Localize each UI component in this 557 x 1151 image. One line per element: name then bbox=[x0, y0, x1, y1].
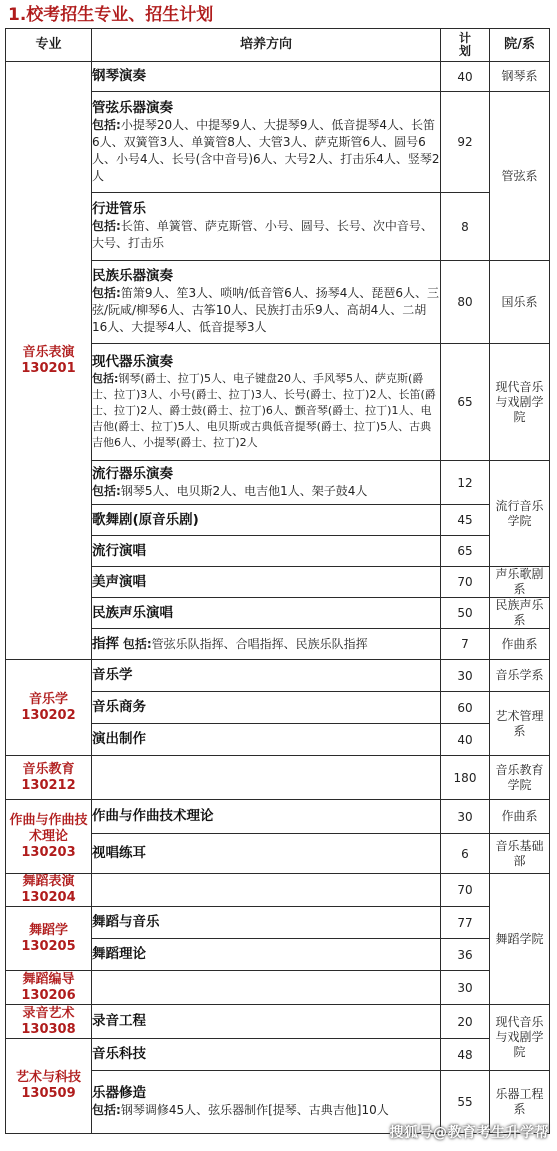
major-cell bbox=[6, 800, 92, 874]
direction-includes bbox=[123, 637, 368, 651]
direction-name: 民族乐器演奏 bbox=[92, 268, 173, 284]
plan-count: 40 bbox=[441, 724, 490, 756]
direction-cell bbox=[92, 92, 441, 193]
major-name: 舞蹈表演 bbox=[22, 874, 75, 889]
plan-count: 48 bbox=[441, 1039, 490, 1071]
direction-includes bbox=[92, 483, 440, 500]
major-cell bbox=[6, 62, 92, 660]
direction-name: 演出制作 bbox=[92, 731, 146, 747]
plan-count: 50 bbox=[441, 598, 490, 629]
major-code: 130203 bbox=[21, 844, 76, 860]
direction-name: 作曲与作曲技术理论 bbox=[92, 808, 214, 824]
direction-name: 现代器乐演奏 bbox=[92, 353, 173, 370]
includes-text: 小提琴20人、中提琴9人、大提琴9人、低音提琴4人、长笛6人、双簧管3人、单簧管8人、大管3人、萨克斯管6人、圆号6人、小号4人、长号(含中音号)6人、大号2人、打击乐4人、竖琴2人 bbox=[92, 117, 440, 183]
direction-cell bbox=[92, 756, 441, 800]
dept-cell: 艺术管理系 bbox=[490, 692, 550, 756]
includes-text: 钢琴5人、电贝斯2人、电吉他1人、架子鼓4人 bbox=[120, 483, 368, 498]
major-name: 录音艺术 bbox=[22, 1005, 75, 1021]
dept-cell: 流行音乐学院 bbox=[490, 461, 550, 567]
includes-text: 钢琴(爵士、拉丁)5人、电子键盘20人、手风琴5人、萨克斯(爵士、拉丁)3人、小号(爵士、拉丁)3人、长号(爵士、拉丁)2人、长笛(爵士、拉丁)2人、爵士鼓(爵士、拉丁)6人、颤音琴(爵士、拉丁)1人、电吉他(爵士、拉丁)5人、电贝斯或古典低音提琴(爵士、拉丁)5人、古典吉他6人、小提琴(爵士、拉丁)2人 bbox=[92, 371, 436, 449]
enrollment-plan-table bbox=[5, 28, 550, 1134]
major-cell bbox=[6, 874, 92, 907]
direction-name: 音乐学 bbox=[92, 667, 133, 683]
dept-cell: 音乐基础部 bbox=[490, 834, 550, 874]
plan-count: 30 bbox=[441, 660, 490, 692]
direction-cell bbox=[92, 629, 441, 660]
direction-name: 视唱练耳 bbox=[92, 845, 146, 861]
direction-name: 钢琴演奏 bbox=[92, 68, 146, 84]
direction-cell bbox=[92, 874, 441, 907]
direction-name: 舞蹈与音乐 bbox=[92, 914, 160, 930]
dept-cell: 声乐歌剧系 bbox=[490, 567, 550, 598]
header-plan-text: 计划 bbox=[458, 31, 471, 58]
major-code: 130205 bbox=[21, 938, 76, 954]
major-name: 音乐教育 bbox=[22, 761, 75, 777]
plan-count: 70 bbox=[441, 874, 490, 907]
header-major: 专业 bbox=[6, 29, 92, 62]
plan-count: 92 bbox=[441, 92, 490, 193]
direction-cell bbox=[92, 193, 441, 261]
header-plan bbox=[441, 29, 490, 62]
dept-cell: 舞蹈学院 bbox=[490, 874, 550, 1005]
plan-count: 40 bbox=[441, 62, 490, 92]
direction-cell bbox=[92, 971, 441, 1005]
direction-cell bbox=[92, 939, 441, 971]
major-cell bbox=[6, 971, 92, 1005]
direction-name: 舞蹈理论 bbox=[92, 946, 146, 962]
table-row bbox=[6, 660, 550, 692]
includes-label: 包括: bbox=[122, 636, 152, 651]
includes-text: 管弦乐队指挥、合唱指挥、民族乐队指挥 bbox=[151, 636, 368, 651]
major-code: 130509 bbox=[21, 1086, 76, 1101]
major-code: 130308 bbox=[21, 1021, 76, 1037]
dept-cell: 民族声乐系 bbox=[490, 598, 550, 629]
header-direction: 培养方向 bbox=[92, 29, 441, 62]
direction-name: 流行器乐演奏 bbox=[92, 465, 173, 482]
plan-count: 7 bbox=[441, 629, 490, 660]
page-title: 1.校考招生专业、招生计划 bbox=[8, 5, 214, 25]
direction-includes bbox=[92, 371, 440, 451]
major-cell bbox=[6, 756, 92, 800]
plan-count: 45 bbox=[441, 505, 490, 536]
includes-label: 包括: bbox=[92, 371, 119, 385]
major-code: 130204 bbox=[21, 890, 76, 905]
direction-cell bbox=[92, 1071, 441, 1134]
plan-count: 36 bbox=[441, 939, 490, 971]
direction-includes bbox=[92, 218, 440, 252]
plan-count: 65 bbox=[441, 344, 490, 461]
dept-cell: 音乐教育学院 bbox=[490, 756, 550, 800]
major-cell bbox=[6, 1039, 92, 1134]
direction-cell bbox=[92, 505, 441, 536]
direction-name: 音乐科技 bbox=[92, 1046, 146, 1062]
plan-count: 12 bbox=[441, 461, 490, 505]
includes-label: 包括: bbox=[92, 1103, 121, 1117]
dept-cell: 作曲系 bbox=[490, 629, 550, 660]
direction-name: 乐器修造 bbox=[92, 1085, 146, 1101]
dept-cell: 音乐学系 bbox=[490, 660, 550, 692]
plan-count: 77 bbox=[441, 907, 490, 939]
major-name: 音乐学 bbox=[28, 691, 68, 707]
direction-cell bbox=[92, 536, 441, 567]
includes-text: 长笛、单簧管、萨克斯管、小号、圆号、长号、次中音号、大号、打击乐 bbox=[92, 219, 433, 250]
direction-name: 歌舞剧(原音乐剧) bbox=[92, 511, 199, 528]
major-code: 130201 bbox=[21, 360, 76, 376]
includes-label: 包括: bbox=[92, 117, 121, 132]
dept-cell: 作曲系 bbox=[490, 800, 550, 834]
direction-cell bbox=[92, 261, 441, 344]
major-code: 130206 bbox=[21, 987, 76, 1003]
watermark-text: 搜狐号@教育考生升学帮 bbox=[389, 1125, 549, 1141]
direction-cell bbox=[92, 907, 441, 939]
includes-label: 包括: bbox=[92, 483, 121, 498]
plan-count: 30 bbox=[441, 800, 490, 834]
table-row bbox=[6, 1005, 550, 1039]
plan-count: 70 bbox=[441, 567, 490, 598]
dept-cell: 钢琴系 bbox=[490, 62, 550, 92]
major-code: 130202 bbox=[21, 707, 76, 723]
plan-count: 65 bbox=[441, 536, 490, 567]
plan-count: 30 bbox=[441, 971, 490, 1005]
plan-count: 55 bbox=[441, 1071, 490, 1134]
dept-cell: 管弦系 bbox=[490, 92, 550, 261]
includes-label: 包括: bbox=[92, 286, 121, 300]
table-row bbox=[6, 62, 550, 92]
table-row bbox=[6, 971, 550, 1005]
dept-cell: 现代音乐与戏剧学院 bbox=[490, 344, 550, 461]
direction-name: 音乐商务 bbox=[92, 699, 146, 715]
dept-cell: 乐器工程系 bbox=[490, 1071, 550, 1134]
direction-cell bbox=[92, 461, 441, 505]
direction-cell bbox=[92, 1039, 441, 1071]
direction-includes bbox=[92, 285, 440, 336]
direction-cell bbox=[92, 344, 441, 461]
direction-cell bbox=[92, 724, 441, 756]
plan-count: 60 bbox=[441, 692, 490, 724]
major-cell bbox=[6, 660, 92, 756]
table-row bbox=[6, 1039, 550, 1071]
direction-cell bbox=[92, 567, 441, 598]
direction-name: 行进管乐 bbox=[92, 201, 146, 217]
table-row bbox=[6, 907, 550, 939]
direction-name: 民族声乐演唱 bbox=[92, 604, 173, 621]
plan-count: 6 bbox=[441, 834, 490, 874]
plan-count: 180 bbox=[441, 756, 490, 800]
table-header-row bbox=[6, 29, 550, 62]
plan-count: 8 bbox=[441, 193, 490, 261]
major-code: 130212 bbox=[21, 777, 76, 793]
direction-includes bbox=[92, 117, 440, 185]
plan-count: 80 bbox=[441, 261, 490, 344]
major-name: 艺术与科技 bbox=[15, 1070, 81, 1085]
table-row bbox=[6, 756, 550, 800]
table-row bbox=[6, 800, 550, 834]
major-cell bbox=[6, 907, 92, 971]
direction-cell bbox=[92, 692, 441, 724]
direction-name: 流行演唱 bbox=[92, 542, 146, 559]
table-row bbox=[6, 874, 550, 907]
direction-cell bbox=[92, 62, 441, 92]
includes-text: 笛箫9人、笙3人、唢呐/低音管6人、扬琴4人、琵琶6人、三弦/阮咸/柳琴6人、古筝10人、民族打击乐9人、高胡4人、二胡16人、大提琴4人、低音提琴3人 bbox=[92, 286, 440, 334]
plan-count: 20 bbox=[441, 1005, 490, 1039]
major-name: 舞蹈编导 bbox=[22, 971, 75, 987]
direction-name: 指挥 bbox=[92, 635, 119, 652]
direction-includes bbox=[92, 1102, 440, 1119]
direction-cell bbox=[92, 660, 441, 692]
direction-cell bbox=[92, 800, 441, 834]
includes-text: 钢琴调修45人、弦乐器制作[提琴、古典吉他]10人 bbox=[120, 1103, 389, 1117]
major-name: 音乐表演 bbox=[22, 344, 75, 360]
direction-cell bbox=[92, 834, 441, 874]
includes-label: 包括: bbox=[92, 219, 121, 233]
direction-name: 录音工程 bbox=[92, 1013, 146, 1029]
dept-cell: 国乐系 bbox=[490, 261, 550, 344]
direction-name: 管弦乐器演奏 bbox=[92, 99, 173, 116]
major-cell bbox=[6, 1005, 92, 1039]
major-name: 作曲与作曲技术理论 bbox=[9, 812, 88, 844]
header-dept: 院/系 bbox=[490, 29, 550, 62]
direction-cell bbox=[92, 1005, 441, 1039]
direction-cell bbox=[92, 598, 441, 629]
dept-cell: 现代音乐与戏剧学院 bbox=[490, 1005, 550, 1071]
major-name: 舞蹈学 bbox=[28, 922, 68, 938]
direction-name: 美声演唱 bbox=[92, 573, 146, 590]
